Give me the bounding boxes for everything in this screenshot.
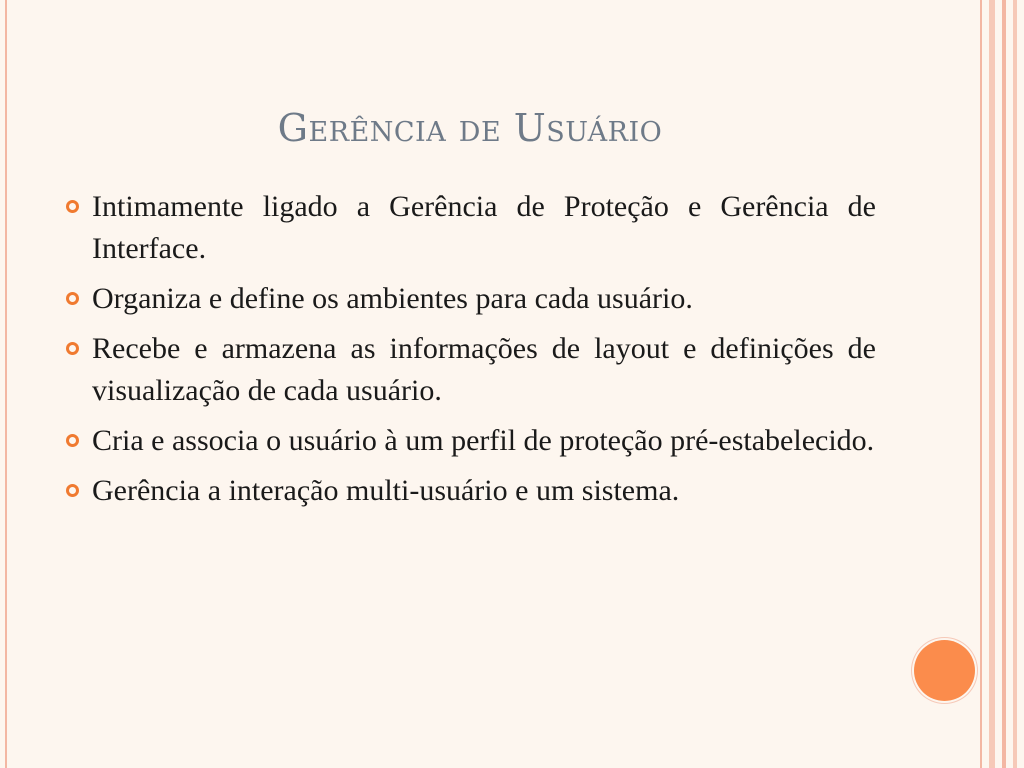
bullet-text: Intimamente ligado a Gerência de Proteção e Gerência de Interface. [92,190,876,265]
right-border-stripe [989,0,995,768]
bullet-text: Gerência a interação multi-usuário e um sistema. [92,474,680,507]
right-border-stripe [1002,0,1006,768]
orange-ring-bullet-icon [66,434,79,447]
orange-ring-bullet-icon [66,200,79,213]
bullet-list [66,186,876,520]
bullet-item [66,328,876,412]
right-border-stripe [1013,0,1017,768]
bullet-text: Cria e associa o usuário à um perfil de proteção pré-estabelecido. [92,424,875,457]
orange-ring-bullet-icon [66,484,79,497]
bullet-item [66,278,876,320]
slide-title: Gerência de Usuário [277,106,663,150]
right-border-stripe [980,0,982,768]
bullet-item [66,420,876,462]
orange-circle-icon [914,640,975,701]
bullet-text: Recebe e armazena as informações de layout e definições de visualização de cada usuário. [92,332,876,407]
bullet-item [66,470,876,512]
bullet-item [66,186,876,270]
orange-ring-bullet-icon [66,342,79,355]
bullet-text: Organiza e define os ambientes para cada usuário. [92,282,693,315]
orange-ring-bullet-icon [66,292,79,305]
left-border-line [5,0,7,768]
